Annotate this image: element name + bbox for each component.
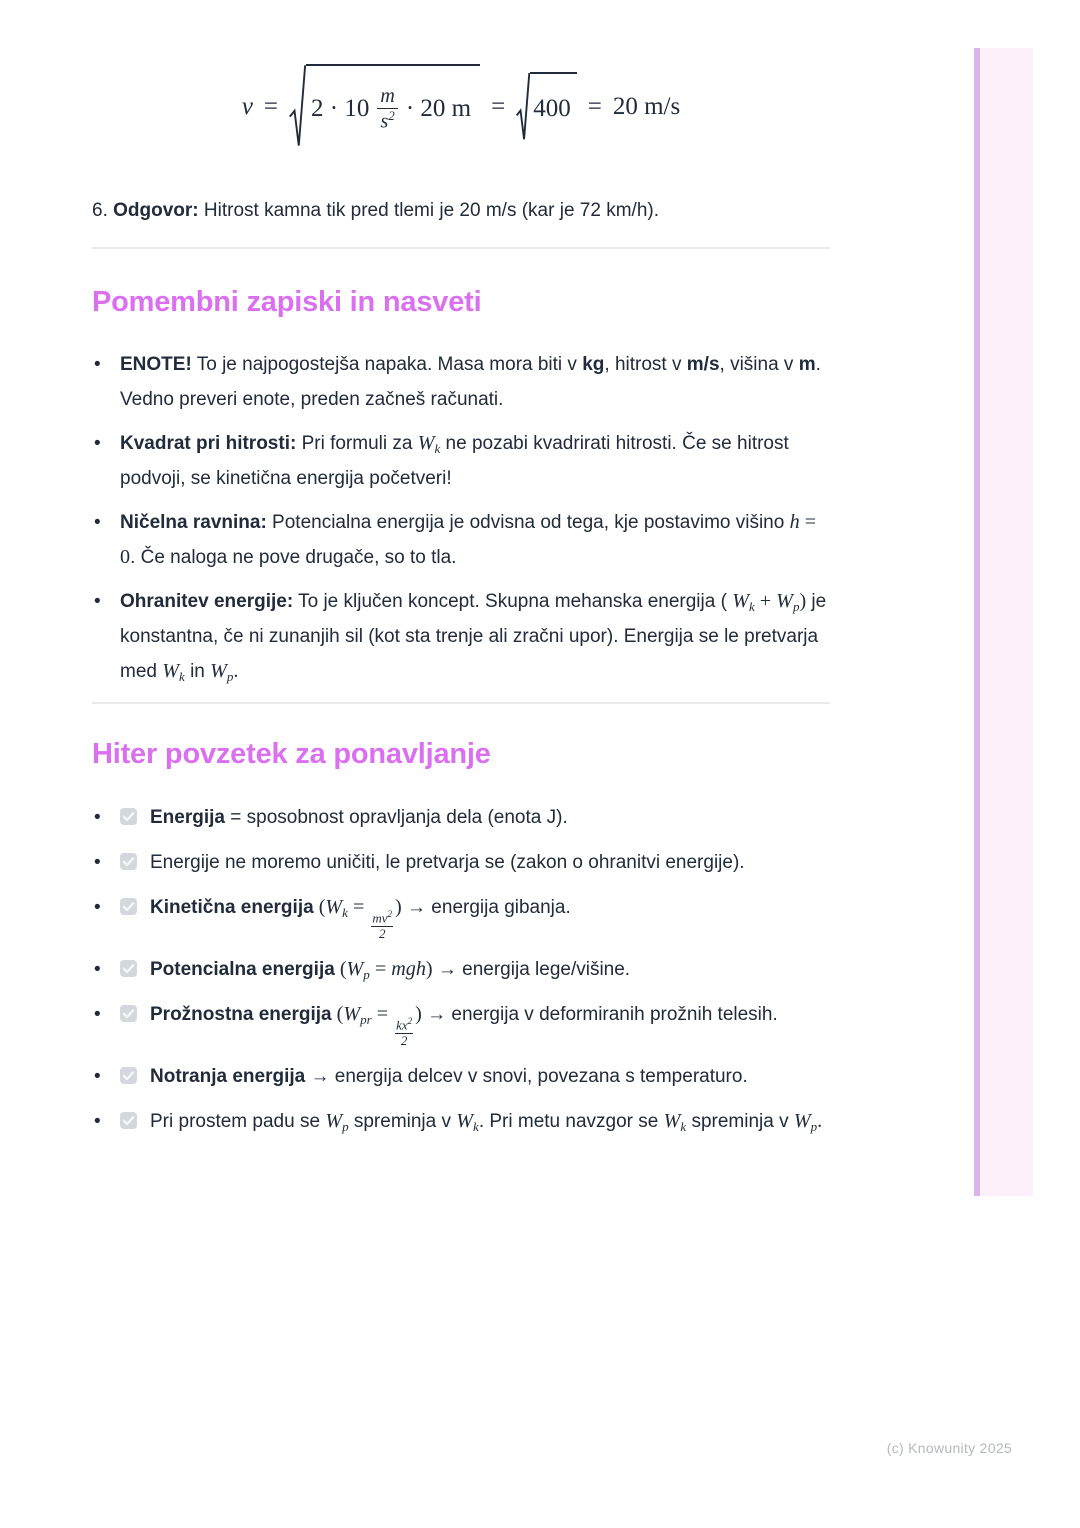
checkmark-icon [120,1005,137,1022]
square-root [289,64,480,149]
list-item [92,997,830,1049]
list-item [92,1059,830,1094]
list-item-text: Pri prostem padu se $W_p$ spreminja v $W_k$. Pri metu navzgor se $W_k$ spreminja v $W_p$. [150,1109,823,1134]
list-item [92,890,830,942]
checkmark-icon [120,1112,137,1129]
section-title-tips: Pomembni zapiski in nasveti [92,286,482,318]
section-title-summary: Hiter povzetek za ponavljanje [92,738,491,770]
list-item-text: Kinetična energija ($W_k$ = $\frac{mv^2}{2}$ ) → energija gibanja. [150,896,571,941]
list-item [92,800,830,835]
list-item-text: Potencialna energija $(W_p = mgh)$ → energija lege/višine. [150,957,631,982]
checkbox-checked-icon [120,960,137,977]
summary-list [92,800,830,1139]
radical-icon [516,72,530,142]
list-item [92,1104,830,1139]
checkbox-checked-icon [120,853,137,870]
radicand [306,64,480,149]
page-content [92,0,830,1149]
list-item [92,845,830,880]
list-item: • ENOTE! To je najpogostejša napaka. Masa mora biti v kg, hitrost v m/s, višina v m. Vedno preveri enote, preden začneš računati. [92,347,830,417]
equals-sign: = [491,92,506,120]
section-divider [92,702,830,704]
inline-fraction: $\frac{mv^2}{2}$ [372,908,393,941]
list-item: • Ohranitev energije: To je ključen koncept. Skupna mehanska energija ( $W_k + W_p$) je konstantna, če ni zunanjih sil (kot sta trenje ali zračni upor). Energija se le pretvarja med $W_k$ in $W_p$. [92,584,830,689]
formula-lhs: v [241,92,253,120]
formula-term: 2 · 10 [311,95,370,122]
checkbox-checked-icon [120,1112,137,1129]
checkbox-checked-icon [120,898,137,915]
answer-text: 6. Odgovor: Hitrost kamna tik pred tlemi je 20 m/s (kar je 72 km/h). [92,200,659,221]
display-fraction [377,85,397,133]
checkbox-checked-icon [120,1005,137,1022]
section-divider [92,247,830,249]
checkmark-icon [120,853,137,870]
tips-list [92,347,830,689]
list-item [92,952,830,987]
list-item: • Ničelna ravnina: Potencialna energija je odvisna od tega, kje postavimo višino h = 0. Če naloga ne pove drugače, so to tla. [92,505,830,575]
checkmark-icon [120,960,137,977]
equals-sign: = [263,92,279,120]
fraction-denominator: $s^2$ [380,108,395,133]
fraction-numerator: m [377,85,397,109]
radical-icon [289,64,306,149]
list-item: • Kvadrat pri hitrosti: Pri formuli za $W_k$ ne pozabi kvadrirati hitrosti. Če se hitrost podvoji, se kinetična energija početveri! [92,426,830,496]
list-item-text: Energija = sposobnost opravljanja dela (enota J). [150,807,568,828]
list-item-text: Prožnostna energija ($W_{pr}$ = $\frac{kx^2}{2}$ ) → energija v deformiranih prožnih telesih. [150,1002,778,1048]
footer-copyright: (c) Knowunity 2025 [886,1440,1012,1456]
list-item-text: Energije ne moremo uničiti, le pretvarja se (zakon o ohranitvi energije). [150,852,745,873]
display-formula [92,64,830,149]
square-root [516,72,577,142]
formula-term: · 20 m [405,95,472,122]
list-item-text: Notranja energija → energija delcev v snovi, povezana s temperaturo. [150,1065,748,1087]
checkmark-icon [120,1067,137,1084]
radicand: 400 [530,72,577,142]
inline-fraction: $\frac{kx^2}{2}$ [396,1015,413,1048]
formula-result: 20 m/s [612,92,681,120]
checkmark-icon [120,898,137,915]
right-accent-bar [974,48,1033,1196]
equals-sign: = [587,92,602,120]
checkbox-checked-icon [120,808,137,825]
checkmark-icon [120,808,137,825]
checkbox-checked-icon [120,1067,137,1084]
